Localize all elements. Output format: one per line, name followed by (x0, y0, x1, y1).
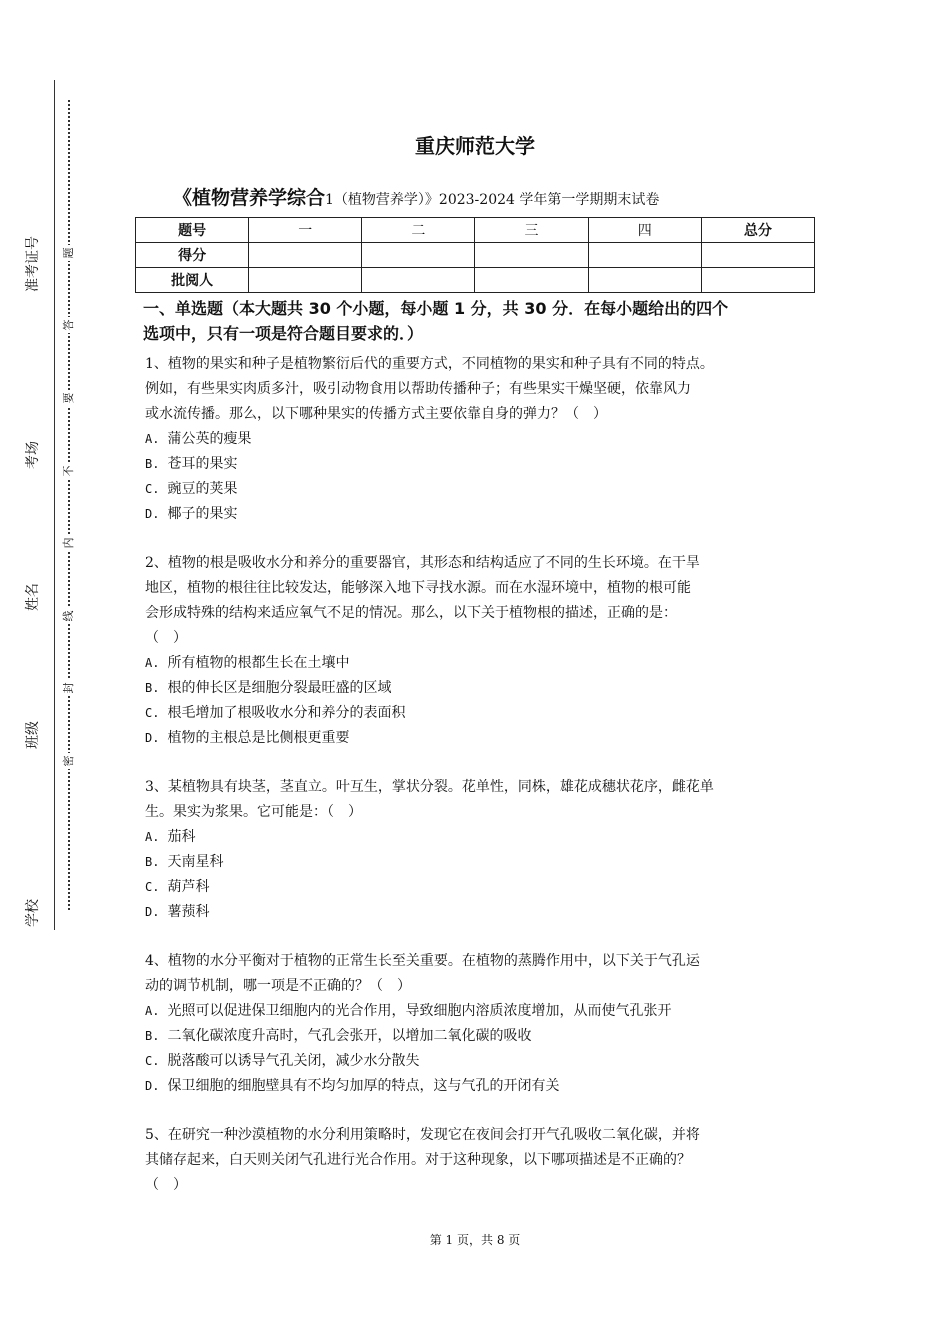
option-c[interactable] (145, 477, 820, 502)
section-heading-line: 选项中，只有一项是符合题目要求的．） (143, 324, 424, 343)
score-row-label: 批阅人 (136, 268, 249, 293)
seal-word: 线 (60, 608, 76, 624)
question-2 (145, 551, 820, 751)
option-text: 保卫细胞的细胞壁具有不均匀加厚的特点，这与气孔的开闭有关 (167, 1078, 560, 1094)
margin-label-school: 学校 (25, 899, 41, 927)
score-col-4: 四 (588, 218, 701, 243)
option-letter: A. (145, 432, 160, 446)
score-col-3: 三 (475, 218, 588, 243)
option-text: 植物的主根总是比侧根更重要 (167, 730, 350, 746)
option-letter: B. (145, 681, 160, 695)
margin-label-exam-id: 准考证号 (25, 236, 41, 292)
option-text: 脱落酸可以诱导气孔关闭，减少水分散失 (167, 1053, 420, 1069)
score-cell (249, 268, 362, 293)
question-4 (145, 949, 820, 1099)
score-col-label: 题号 (136, 218, 249, 243)
seal-word: 密 (60, 753, 76, 769)
score-cell (588, 268, 701, 293)
question-line: 或水流传播。那么，以下哪种果实的传播方式主要依靠自身的弹力？（ ） (145, 406, 607, 422)
option-text: 豌豆的荚果 (167, 481, 238, 497)
option-c[interactable] (145, 1049, 820, 1074)
option-letter: A. (145, 656, 160, 670)
school-name: 重庆师范大学 (415, 134, 535, 158)
binding-margin (18, 80, 74, 930)
score-cell (701, 268, 814, 293)
option-text: 苍耳的果实 (167, 456, 238, 472)
option-letter: D. (145, 507, 160, 521)
option-b[interactable] (145, 850, 820, 875)
margin-label-class: 班级 (25, 721, 41, 749)
question-1 (145, 352, 820, 527)
option-b[interactable] (145, 452, 820, 477)
option-b[interactable] (145, 1024, 820, 1049)
option-c[interactable] (145, 875, 820, 900)
option-letter: D. (145, 1079, 160, 1093)
exam-title-course: 《植物营养学综合 (173, 187, 326, 209)
seal-word: 题 (60, 245, 76, 261)
score-col-1: 一 (249, 218, 362, 243)
score-cell (362, 243, 475, 268)
option-a[interactable] (145, 427, 820, 452)
seal-word: 封 (60, 680, 76, 696)
option-text: 葫芦科 (167, 879, 210, 895)
option-text: 光照可以促进保卫细胞内的光合作用，导致细胞内溶质浓度增加，从而使气孔张开 (167, 1003, 672, 1019)
margin-dotted-line (68, 100, 70, 910)
exam-title (173, 183, 823, 210)
question-line: 1、植物的果实和种子是植物繁衍后代的重要方式，不同植物的果实和种子具有不同的特点。 (145, 356, 714, 372)
option-letter: D. (145, 905, 160, 919)
option-letter: C. (145, 706, 160, 720)
question-line: （ ） (145, 1177, 187, 1193)
score-row-label: 得分 (136, 243, 249, 268)
score-table-row (136, 268, 815, 293)
question-line: 2、植物的根是吸收水分和养分的重要器官，其形态和结构适应了不同的生长环境。在干旱 (145, 555, 700, 571)
option-d[interactable] (145, 726, 820, 751)
page-footer: 第 1 页，共 8 页 (429, 1233, 521, 1247)
option-d[interactable] (145, 1074, 820, 1099)
option-text: 根毛增加了根吸收水分和养分的表面积 (167, 705, 406, 721)
question-3 (145, 775, 820, 925)
option-letter: C. (145, 880, 160, 894)
section-heading-line: 一、单选题（本大题共 30 个小题，每小题 1 分，共 30 分．在每小题给出的四个 (143, 299, 729, 318)
seal-word: 内 (60, 535, 76, 551)
section-heading (143, 296, 820, 346)
option-a[interactable] (145, 825, 820, 850)
seal-word: 不 (60, 463, 76, 479)
score-cell (475, 268, 588, 293)
score-table (135, 217, 815, 293)
option-a[interactable] (145, 651, 820, 676)
option-letter: C. (145, 1054, 160, 1068)
score-col-2: 二 (362, 218, 475, 243)
exam-title-term: 1（植物营养学）》2023-2024 学年第一学期期末试卷 (325, 192, 660, 208)
seal-word: 答 (60, 317, 76, 333)
option-text: 蒲公英的瘦果 (167, 431, 252, 447)
score-cell (475, 243, 588, 268)
question-line: 动的调节机制，哪一项是不正确的？（ ） (145, 978, 411, 994)
margin-solid-line (54, 80, 55, 930)
question-line: 5、在研究一种沙漠植物的水分利用策略时，发现它在夜间会打开气孔吸收二氧化碳，并将 (145, 1127, 700, 1143)
option-a[interactable] (145, 999, 820, 1024)
option-d[interactable] (145, 900, 820, 925)
option-letter: A. (145, 1004, 160, 1018)
option-c[interactable] (145, 701, 820, 726)
question-5 (145, 1123, 820, 1198)
score-cell (249, 243, 362, 268)
score-col-total: 总分 (701, 218, 814, 243)
exam-content (145, 296, 820, 1198)
option-letter: C. (145, 482, 160, 496)
option-letter: B. (145, 457, 160, 471)
option-text: 茄科 (167, 829, 196, 845)
option-text: 椰子的果实 (167, 506, 238, 522)
score-cell (588, 243, 701, 268)
question-line: 生。果实为浆果。它可能是：（ ） (145, 804, 362, 820)
option-text: 薯蓣科 (167, 904, 210, 920)
question-line: 地区，植物的根往往比较发达，能够深入地下寻找水源。而在水湿环境中，植物的根可能 (145, 580, 691, 596)
question-line: 会形成特殊的结构来适应氧气不足的情况。那么，以下关于植物根的描述，正确的是： (145, 605, 677, 621)
question-line: 例如，有些果实肉质多汁，吸引动物食用以帮助传播种子；有些果实干燥坚硬，依靠风力 (145, 381, 691, 397)
margin-label-name: 姓名 (25, 583, 41, 611)
question-line: 其储存起来，白天则关闭气孔进行光合作用。对于这种现象，以下哪项描述是不正确的？ (145, 1152, 691, 1168)
question-line: （ ） (145, 630, 187, 646)
question-line: 4、植物的水分平衡对于植物的正常生长至关重要。在植物的蒸腾作用中，以下关于气孔运 (145, 953, 700, 969)
option-letter: A. (145, 830, 160, 844)
option-b[interactable] (145, 676, 820, 701)
score-table-header-row (136, 218, 815, 243)
seal-word: 要 (60, 390, 76, 406)
option-text: 天南星科 (167, 854, 224, 870)
option-d[interactable] (145, 502, 820, 527)
margin-label-exam-room: 考场 (25, 441, 41, 469)
option-letter: B. (145, 855, 160, 869)
option-text: 根的伸长区是细胞分裂最旺盛的区域 (167, 680, 392, 696)
score-cell (362, 268, 475, 293)
option-letter: D. (145, 731, 160, 745)
score-table-row (136, 243, 815, 268)
option-letter: B. (145, 1029, 160, 1043)
option-text: 所有植物的根都生长在土壤中 (167, 655, 350, 671)
score-cell (701, 243, 814, 268)
question-line: 3、某植物具有块茎，茎直立。叶互生，掌状分裂。花单性，同株，雄花成穗状花序，雌花单 (145, 779, 714, 795)
option-text: 二氧化碳浓度升高时，气孔会张开，以增加二氧化碳的吸收 (167, 1028, 532, 1044)
